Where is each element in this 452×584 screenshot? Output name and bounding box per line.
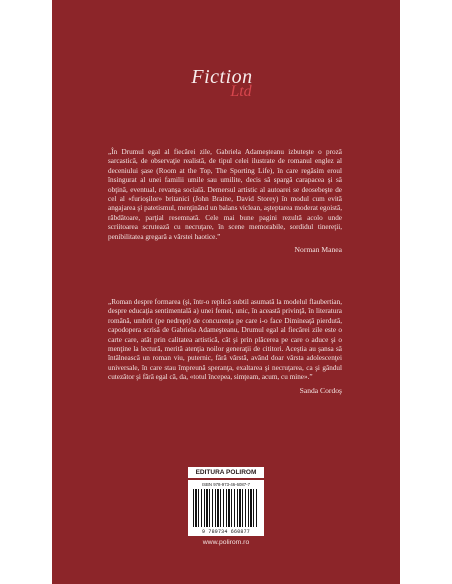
series-logo (52, 66, 400, 101)
isbn-number: ISBN 978-973-46-6087-7 (201, 482, 250, 487)
blurb-1 (108, 148, 342, 254)
isbn-barcode (188, 480, 264, 536)
publisher-label: EDITURA POLIROM (188, 467, 264, 478)
blurb-2-text: „Roman despre formarea (şi, într-o replică subtil asumată la modelul flaubertian, despre educaţia sentimentală a) unei femei, unic, în această privinţă, în literatura română, umbrit (pe nedrept) de concurenţa pe care i-o face Dimineaţă pierdută, capodopera scrisă de Gabriela Adameşteanu, Drumul egal al fiecărei zile este o carte care, atât prin calitatea artistică, cât şi prin plăcerea pe care o aduce şi o menţine la lectură, merită atenţia noilor generaţii de cititori. Aceştia au şansa să întâlnească un roman viu, puternic, fără vârstă, având doar vârsta adolescenţei universale, în care stau împreună speranţa, exaltarea şi necruţarea, ca şi gândul cutezător şi fără egal că, da, «totul începea, simţeam, acum, cu mine».” (108, 298, 342, 382)
ean-number: 9 789734 660877 (201, 529, 250, 535)
series-logo-name: Fiction (191, 66, 253, 88)
blurb-2 (108, 298, 342, 395)
blurb-1-author: Norman Manea (294, 245, 342, 255)
back-cover (52, 0, 400, 584)
publisher-website: www.polirom.ro (202, 539, 250, 546)
barcode-block (188, 467, 264, 551)
blurb-1-text: „În Drumul egal al fiecărei zile, Gabriela Adameşteanu izbuteşte o proză sarcastică, de observaţie realistă, de tipul celei ilustrate de romanul englez al deceniului şase (Room at the Top, The Sporting Life), în care regăsim eroul însingurat al unei familii umile sau umilite, decis să spargă carapacea şi să obţină, eventual, revanşa socială. Demersul artistic al autoarei se deosebeşte de cel al «furioşilor» britanici (John Braine, David Storey) în modul cum evită angajarea şi patetismul, menţinând un balans viclean, aşteptarea moderat egoistă, răbdătoare, parţial resemnată. Cele mai bune pagini rezultă acolo unde scriitoarea scrutează cu necruţare, în scene memorabile, sordidul tinereţii, penibilitatea gregară a vârstei haotice.” (108, 148, 342, 241)
blurb-2-author: Sanda Cordoş (299, 385, 342, 395)
barcode-icon (193, 489, 259, 527)
series-logo-suffix: Ltd (230, 83, 252, 100)
